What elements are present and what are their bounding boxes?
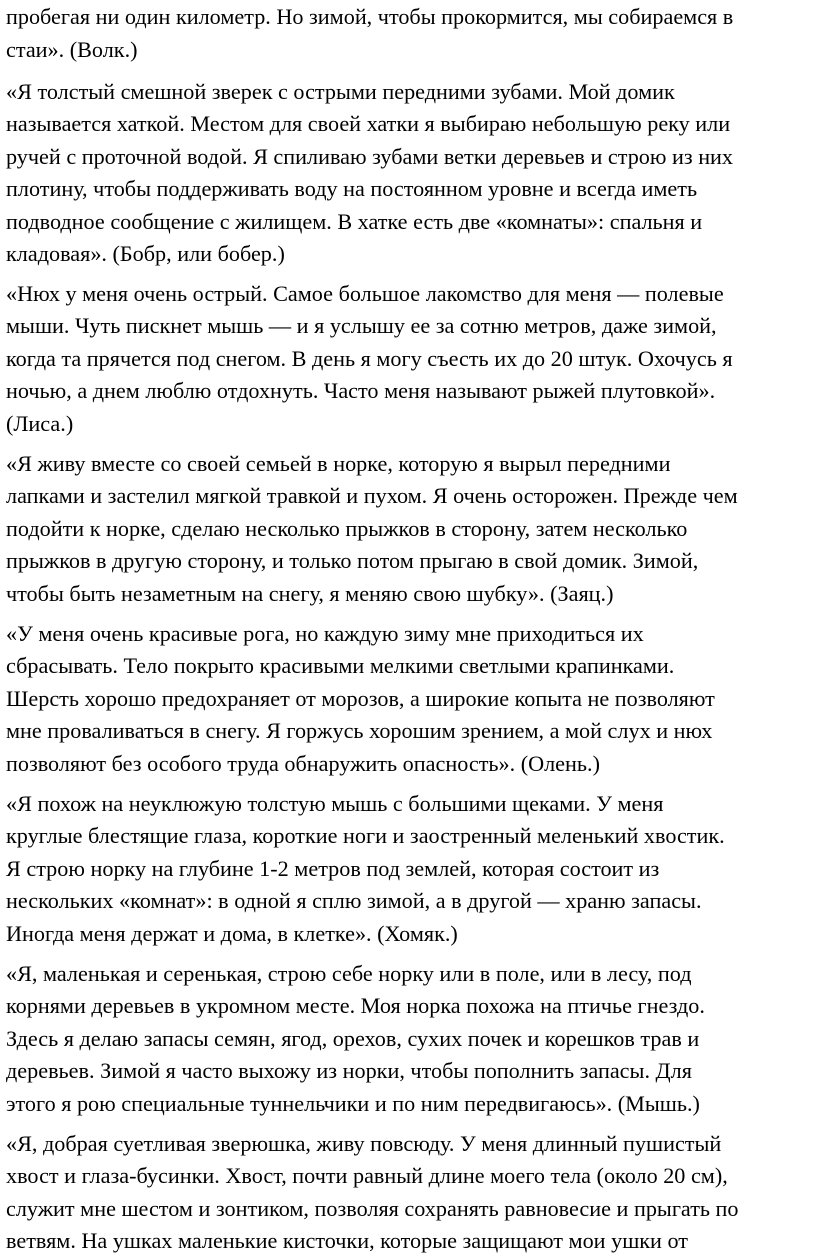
paragraph-7-line-4: деревьев. Зимой я часто выхожу из норки, чтобы пополнить запасы. Для <box>6 1058 692 1083</box>
paragraph-8-line-3: служит мне шестом и зонтиком, позволяя сохранять равновесие и прыгать по <box>6 1196 739 1221</box>
paragraph-6-line-1: «Я похож на неуклюжую толстую мышь с большими щеками. У меня <box>6 791 664 816</box>
paragraph-7-line-1: «Я, маленькая и серенькая, строю себе норку или в поле, или в лесу, под <box>6 961 692 986</box>
paragraph-6-line-5: Иногда меня держат и дома, в клетке». (Хомяк.) <box>6 921 458 946</box>
paragraph-7-line-2: корнями деревьев в укромном месте. Моя норка похожа на птичье гнездо. <box>6 993 705 1018</box>
paragraph-6-line-4: нескольких «комнат»: в одной я сплю зимой, а в другой — храню запасы. <box>6 888 702 913</box>
paragraph-2-line-6: кладовая». (Бобр, или бобер.) <box>6 241 285 266</box>
paragraph-3-line-1: «Нюх у меня очень острый. Самое большое лакомство для меня — полевые <box>6 281 724 306</box>
paragraph-4-line-5: чтобы быть незаметным на снегу, я меняю свою шубку». (Заяц.) <box>6 581 614 606</box>
paragraph-4-line-1: «Я живу вместе со своей семьей в норке, которую я вырыл передними <box>6 451 671 476</box>
paragraph-4-line-3: подойти к норке, сделаю несколько прыжков в сторону, затем несколько <box>6 516 688 541</box>
paragraph-8-line-1: «Я, добрая суетливая зверюшка, живу повсюду. У меня длинный пушистый <box>6 1131 722 1156</box>
paragraph-5-line-2: сбрасывать. Тело покрыто красивыми мелкими светлыми крапинками. <box>6 653 675 678</box>
paragraph-6-line-3: Я строю норку на глубине 1-2 метров под землей, которая состоит из <box>6 856 660 881</box>
paragraph-6-line-2: круглые блестящие глаза, короткие ноги и заостренный меленький хвостик. <box>6 823 725 848</box>
paragraph-5-line-4: мне проваливаться в снегу. Я горжусь хорошим зрением, а мой слух и нюх <box>6 718 713 743</box>
paragraph-5-line-3: Шерсть хорошо предохраняет от морозов, а широкие копыта не позволяют <box>6 686 715 711</box>
paragraph-3-line-3: когда та прячется под снегом. В день я могу съесть их до 20 штук. Охочусь я <box>6 346 733 371</box>
paragraph-4-line-4: прыжков в другую сторону, и только потом прыгаю в свой домик. Зимой, <box>6 548 699 573</box>
paragraph-2-line-2: называется хаткой. Местом для своей хатки я выбираю небольшую реку или <box>6 111 731 136</box>
paragraph-8-line-2: хвост и глаза-бусинки. Хвост, почти равный длине моего тела (около 20 см), <box>6 1163 728 1188</box>
paragraph-2-line-3: ручей с проточной водой. Я спиливаю зубами ветки деревьев и строю из них <box>6 144 734 169</box>
paragraph-3-line-4: ночью, а днем люблю отдохнуть. Часто меня называют рыжей плутовкой». <box>6 378 716 403</box>
paragraph-5-line-1: «У меня очень красивые рога, но каждую зиму мне приходиться их <box>6 621 644 646</box>
paragraph-5-line-5: позволяют без особого труда обнаружить опасность». (Олень.) <box>6 751 600 776</box>
paragraph-7-line-3: Здесь я делаю запасы семян, ягод, орехов, сухих почек и корешков трав и <box>6 1026 700 1051</box>
paragraph-4-line-2: лапками и застелил мягкой травкой и пухом. Я очень осторожен. Прежде чем <box>6 483 738 508</box>
paragraph-8-line-4: ветвям. На ушках маленькие кисточки, которые защищают мои ушки от <box>6 1228 688 1253</box>
paragraph-1-line-2: стаи». (Волк.) <box>6 37 138 62</box>
paragraph-1-line-1: пробегая ни один километр. Но зимой, чтобы прокормится, мы собираемся в <box>6 4 734 29</box>
paragraph-2-line-4: плотину, чтобы поддерживать воду на постоянном уровне и всегда иметь <box>6 176 698 201</box>
paragraph-3-line-2: мыши. Чуть пискнет мышь — и я услышу ее за сотню метров, даже зимой, <box>6 313 717 338</box>
paragraph-3-line-5: (Лиса.) <box>6 411 74 436</box>
paragraph-7-line-5: этого я рою специальные туннельчики и по ним передвигаюсь». (Мышь.) <box>6 1091 700 1116</box>
paragraph-2-line-5: подводное сообщение с жилищем. В хатке есть две «комнаты»: спальня и <box>6 209 703 234</box>
paragraph-2-line-1: «Я толстый смешной зверек с острыми передними зубами. Мой домик <box>6 79 675 104</box>
